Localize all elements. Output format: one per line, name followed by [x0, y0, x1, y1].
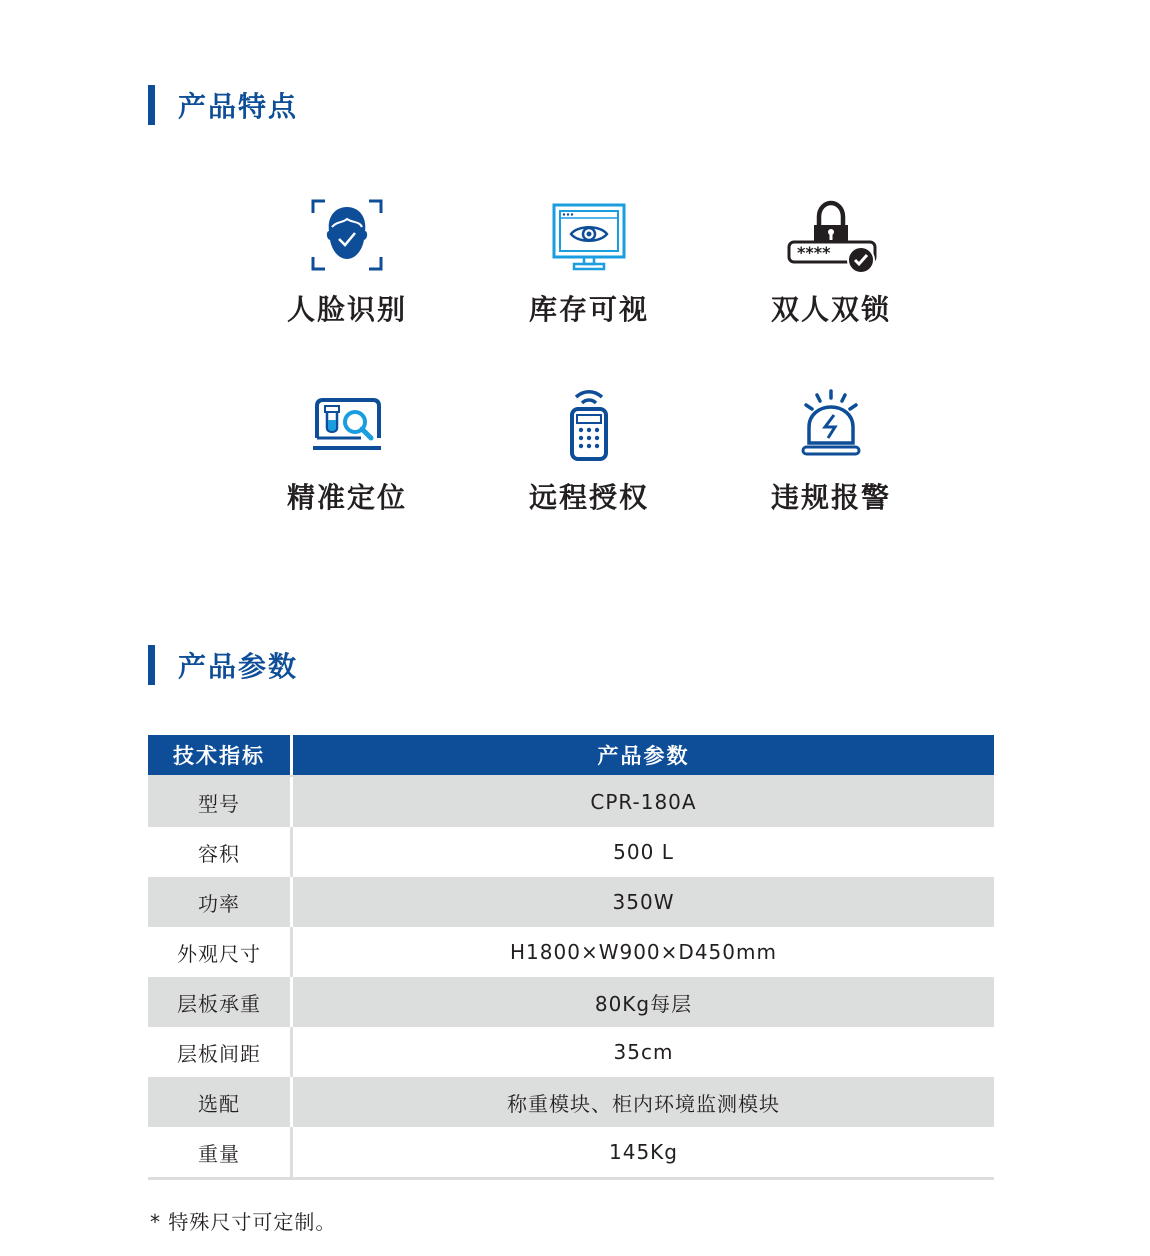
spec-value: 350W	[612, 890, 675, 914]
alarm-light-icon	[731, 378, 931, 468]
table-row	[148, 877, 994, 927]
table-row	[148, 827, 994, 877]
spec-value: 称重模块、柜内环境监测模块	[507, 1091, 780, 1116]
header-spec: 技术指标	[148, 735, 293, 775]
spec-value: CPR-180A	[590, 790, 697, 814]
spec-value: 80Kg每层	[594, 991, 693, 1016]
table-row	[148, 777, 994, 827]
feature-label: 远程授权	[528, 481, 649, 514]
spec-name: 功率	[148, 877, 293, 927]
section-title-features	[148, 85, 298, 125]
feature-label: 双人双锁	[770, 293, 891, 326]
title-accent-bar	[148, 645, 155, 685]
table-row	[148, 1027, 994, 1077]
monitor-eye-icon	[489, 190, 689, 280]
remote-control-icon	[489, 378, 689, 468]
feature-inventory-visible	[489, 190, 689, 328]
spec-name: 选配	[148, 1077, 293, 1127]
spec-name: 外观尺寸	[148, 927, 293, 977]
params-title: 产品参数	[178, 650, 299, 683]
table-row	[148, 977, 994, 1027]
feature-dual-lock	[731, 190, 931, 328]
feature-violation-alarm	[731, 378, 931, 516]
table-row	[148, 1127, 994, 1177]
header-value: 产品参数	[293, 735, 994, 775]
svg-text:****: ****	[797, 243, 831, 262]
custom-size-note: * 特殊尺寸可定制。	[150, 1210, 337, 1234]
spec-name: 层板承重	[148, 977, 293, 1027]
password-lock-icon	[731, 190, 931, 280]
feature-remote-authorization	[489, 378, 689, 516]
spec-name: 型号	[148, 777, 293, 827]
spec-value: 145Kg	[609, 1140, 678, 1164]
test-tube-search-icon	[247, 378, 447, 468]
feature-label: 库存可视	[528, 293, 649, 326]
params-table	[148, 735, 994, 1180]
feature-label: 违规报警	[770, 481, 891, 514]
feature-label: 精准定位	[286, 481, 407, 514]
spec-value: 35cm	[613, 1040, 674, 1064]
table-bottom-rule	[148, 1177, 994, 1180]
table-row	[148, 1077, 994, 1127]
spec-name: 容积	[148, 827, 293, 877]
face-recognition-icon	[247, 190, 447, 280]
feature-label: 人脸识别	[286, 293, 407, 326]
table-header-row	[148, 735, 994, 777]
spec-name: 层板间距	[148, 1027, 293, 1077]
spec-name: 重量	[148, 1127, 293, 1177]
title-accent-bar	[148, 85, 155, 125]
feature-face-recognition	[247, 190, 447, 328]
spec-value: 500 L	[613, 840, 674, 864]
spec-value: H1800×W900×D450mm	[510, 940, 777, 964]
section-title-params	[148, 645, 298, 685]
feature-precise-location	[247, 378, 447, 516]
features-title: 产品特点	[178, 90, 299, 123]
table-row	[148, 927, 994, 977]
